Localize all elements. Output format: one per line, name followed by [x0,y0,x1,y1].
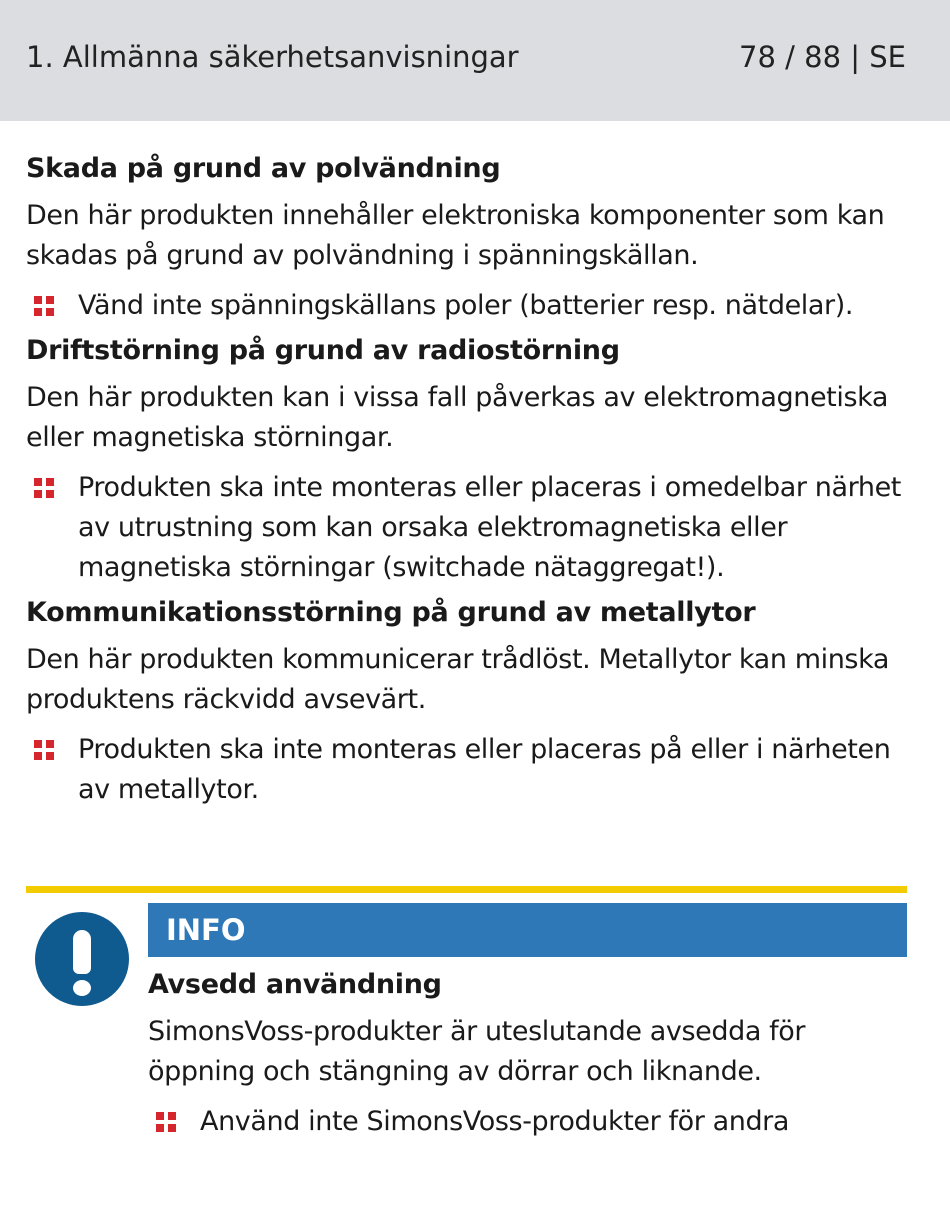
bullet-icon [34,478,54,498]
main-content [26,150,916,816]
bullet-text: Använd inte SimonsVoss-produkter för andra [200,1106,790,1137]
bullet-text: Produkten ska inte monteras eller placeras på eller i närheten av metallytor. [78,734,891,805]
bullet-text: Vänd inte spänningskällans poler (batterier resp. nätdelar). [78,290,854,321]
safety-block [26,332,916,588]
bullet-icon [156,1112,176,1132]
divider-rule [26,886,907,893]
page-header [0,0,950,121]
safety-block [26,150,916,326]
info-banner: INFO [148,903,907,957]
page-number: 78 / 88 | SE [739,40,906,74]
bullet-item [148,1102,908,1142]
info-heading: Avsedd användning [148,969,442,1000]
block-paragraph: Den här produkten kommunicerar trådlöst. Metallytor kan minska produktens räckvidd avsevärt. [26,644,889,715]
bullet-item [26,468,916,588]
block-paragraph: Den här produkten innehåller elektroniska komponenter som kan skadas på grund av polvändning i spänningskällan. [26,200,885,271]
bullet-item [26,286,916,326]
safety-block [26,594,916,810]
info-content [148,966,908,1148]
bullet-item [26,730,916,810]
block-heading: Kommunikationsstörning på grund av metallytor [26,597,756,628]
bullet-icon [34,740,54,760]
bullet-icon [34,296,54,316]
section-title: 1. Allmänna säkerhetsanvisningar [26,40,519,74]
block-heading: Skada på grund av polvändning [26,153,501,184]
block-heading: Driftstörning på grund av radiostörning [26,335,620,366]
block-paragraph: Den här produkten kan i vissa fall påverkas av elektromagnetiska eller magnetiska störningar. [26,382,889,453]
bullet-text: Produkten ska inte monteras eller placeras i omedelbar närhet av utrustning som kan orsaka elektromagnetiska eller magnetiska störningar (switchade nätaggregat!). [78,472,901,583]
exclamation-icon [35,912,129,1006]
info-paragraph: SimonsVoss-produkter är uteslutande avsedda för öppning och stängning av dörrar och liknande. [148,1016,806,1087]
